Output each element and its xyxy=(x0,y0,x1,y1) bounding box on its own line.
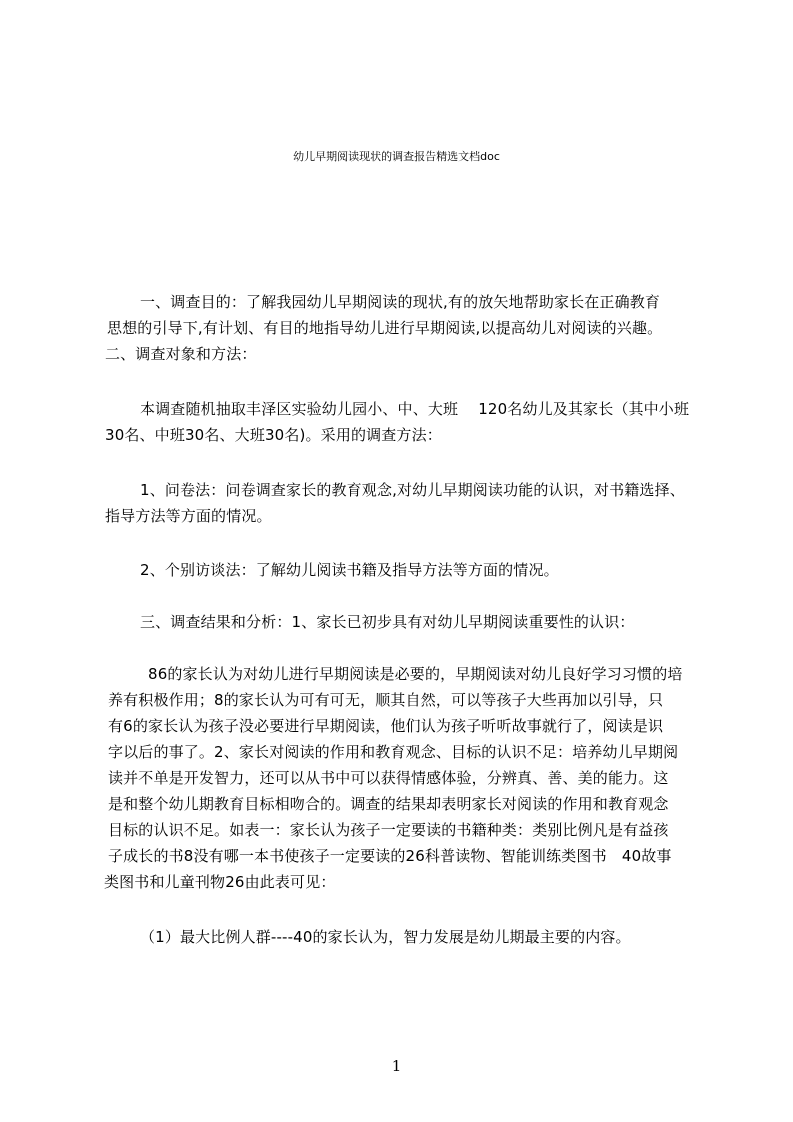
text-line: 本调查随机抽取丰泽区实验幼儿园小、中、大班 120名幼儿及其家长（其中小班 xyxy=(140,400,690,418)
text-line: 类图书和儿童刊物26由此表可见： xyxy=(104,873,336,891)
text-line: 养有积极作用；8的家长认为可有可无，顺其自然，可以等孩子大些再加以引导，只 xyxy=(108,691,664,709)
section-heading: 三、调查结果和分析：1、家长已初步具有对幼儿早期阅读重要性的认识： xyxy=(140,613,635,631)
page-number: 1 xyxy=(391,1057,402,1075)
text-line: 86的家长认为对幼儿进行早期阅读是必要的，早期阅读对幼儿良好学习习惯的培 xyxy=(148,665,683,683)
text-line: 2、个别访谈法：了解幼儿阅读书籍及指导方法等方面的情况。 xyxy=(140,561,559,579)
text-line: 目标的认识不足。如表一：家长认为孩子一定要读的书籍种类：类别比例凡是有益孩 xyxy=(108,821,669,839)
text-line: 30名、中班30名、大班30名)。采用的调查方法： xyxy=(105,426,442,444)
text-line: （1）最大比例人群----40的家长认为，智力发展是幼儿期最主要的内容。 xyxy=(140,928,631,946)
text-line: 一、调查目的：了解我园幼儿早期阅读的现状,有的放矢地帮助家长在正确教育 xyxy=(140,293,661,311)
text-line: 是和整个幼儿期教育目标相吻合的。调查的结果却表明家长对阅读的作用和教育观念 xyxy=(108,795,669,813)
text-line: 思想的引导下,有计划、有目的地指导幼儿进行早期阅读,以提高幼儿对阅读的兴趣。 xyxy=(107,319,663,337)
text-line: 读并不单是开发智力，还可以从书中可以获得情感体验，分辨真、善、美的能力。这 xyxy=(108,769,669,787)
section-heading: 二、调查对象和方法： xyxy=(105,345,257,363)
text-line: 指导方法等方面的情况。 xyxy=(105,507,272,525)
document-title: 幼儿早期阅读现状的调查报告精选文档doc xyxy=(293,150,500,163)
text-line: 1、问卷法：问卷调查家长的教育观念,对幼儿早期阅读功能的认识，对书籍选择、 xyxy=(140,481,685,499)
text-line: 字以后的事了。2、家长对阅读的作用和教育观念、目标的认识不足：培养幼儿早期阅 xyxy=(108,743,679,761)
text-line: 子成长的书8没有哪一本书使孩子一定要读的26科普读物、智能训练类图书 40故事 xyxy=(108,847,672,865)
text-line: 有6的家长认为孩子没必要进行早期阅读，他们认为孩子听听故事就行了，阅读是识 xyxy=(108,717,664,735)
